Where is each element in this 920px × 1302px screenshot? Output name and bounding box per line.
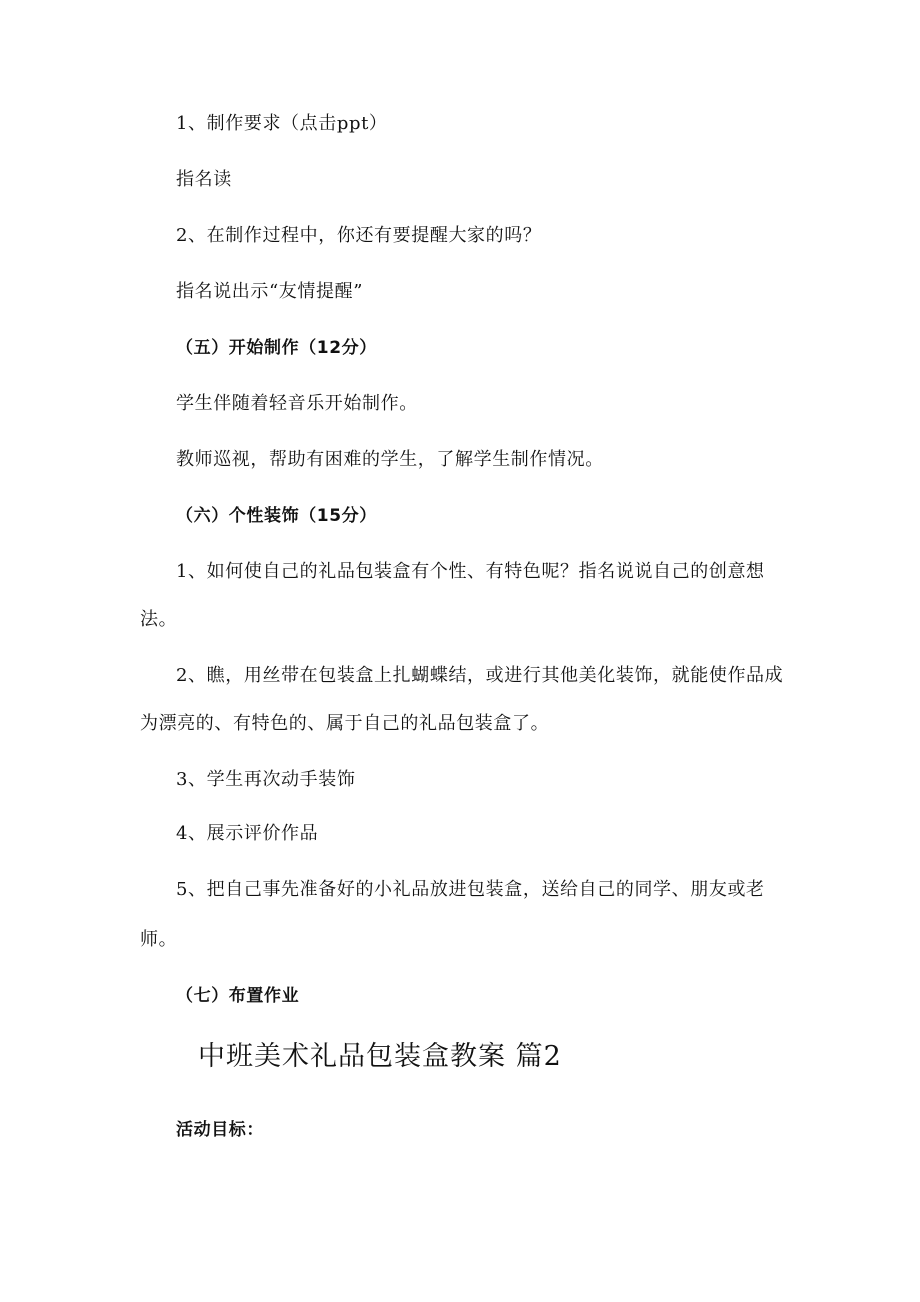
- section-heading-decoration: （六）个性装饰（15分）: [176, 506, 377, 526]
- paragraph-show-evaluate: 4、展示评价作品: [176, 823, 319, 844]
- paragraph-requirements: 1、制作要求（点击ppt）: [176, 113, 388, 134]
- section-heading-start-making: （五）开始制作（12分）: [176, 338, 377, 358]
- section-heading-homework: （七）布置作业: [176, 986, 300, 1006]
- paragraph-reminder-question: 2、在制作过程中，你还有要提醒大家的吗？: [176, 225, 542, 246]
- paragraph-decorate-again: 3、学生再次动手装饰: [176, 769, 356, 790]
- paragraph-friendly-reminder: 指名说出示“友情提醒”: [176, 281, 364, 302]
- paragraph-creative-question: 1、如何使自己的礼品包装盒有个性、有特色呢？指名说说自己的创意想: [176, 561, 765, 582]
- section-heading-activity-goals: 活动目标：: [176, 1120, 264, 1140]
- paragraph-teacher-patrol: 教师巡视，帮助有困难的学生，了解学生制作情况。: [176, 449, 604, 470]
- paragraph-students-making: 学生伴随着轻音乐开始制作。: [176, 393, 418, 414]
- paragraph-creative-question-cont: 法。: [140, 609, 178, 630]
- paragraph-ribbon-decoration: 2、瞧，用丝带在包装盒上扎蝴蝶结，或进行其他美化装饰，就能使作品成: [176, 665, 784, 686]
- paragraph-gift-giving: 5、把自己事先准备好的小礼品放进包装盒，送给自己的同学、朋友或老: [176, 879, 765, 900]
- article-title: 中班美术礼品包装盒教案 篇2: [198, 1041, 562, 1072]
- paragraph-ribbon-decoration-cont: 为漂亮的、有特色的、属于自己的礼品包装盒了。: [140, 713, 550, 734]
- paragraph-gift-giving-cont: 师。: [140, 929, 178, 950]
- paragraph-name-read: 指名读: [176, 169, 232, 190]
